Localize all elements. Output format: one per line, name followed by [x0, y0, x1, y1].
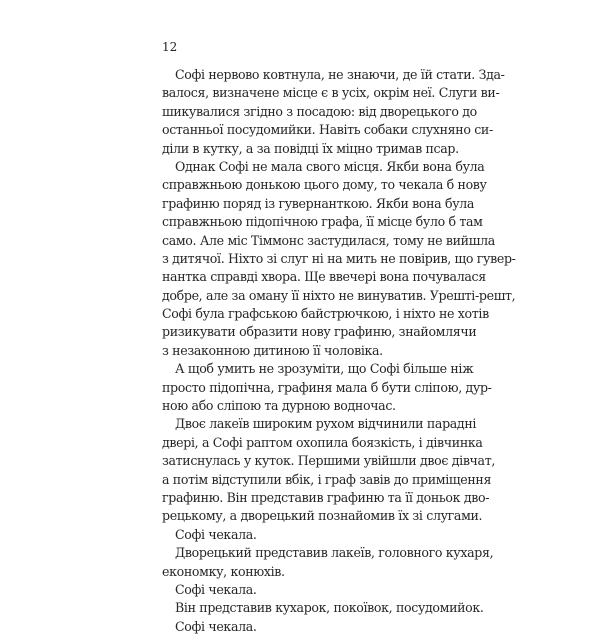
text-line: Софі чекала. [175, 618, 257, 634]
text-line: Дворецький представив лакеїв, головного кухаря, [175, 545, 494, 561]
text-line: справжньою донькою цього дому, то чекала б нову [162, 177, 487, 193]
text-line: останньої посудомийки. Навіть собаки слухняно си- [162, 122, 493, 138]
text-line: Софі нервово ковтнула, не знаючи, де їй стати. Зда- [175, 67, 505, 82]
text-line: з дитячої. Ніхто зі слуг ні на мить не повірив, що гувер- [162, 250, 516, 266]
text-line: Софі була графською байстрючкою, і ніхто не хотів [162, 306, 489, 322]
text-line: нантка справді хвора. Ще ввечері вона почувалася [162, 269, 486, 285]
text-line: двері, а Софі раптом охопила боязкість, і дівчинка [162, 434, 483, 450]
text-line: з незаконною дитиною її чоловіка. [162, 342, 383, 358]
text-line: валося, визначене місце є в усіх, окрім неї. Слуги ви- [162, 85, 500, 101]
text-line: ризикувати образити нову графиню, знайомлячи [162, 324, 477, 340]
text-line: просто підопічна, графиня мала б бути сліпою, дур- [162, 379, 492, 395]
text-line: добре, але за оману її ніхто не винуватив. Урешті-решт, [162, 287, 516, 303]
text-line: рецькому, а дворецький познайомив їх зі слугами. [162, 508, 483, 524]
text-line: А щоб умить не зрозуміти, що Софі більше ніж [175, 361, 474, 377]
text-line: а потім відступили вбік, і граф завів до приміщення [162, 471, 492, 487]
text-line: само. Але міс Тіммонс застудилася, тому не вийшла [162, 232, 495, 248]
text-line: Двоє лакеїв широким рухом відчинили парадні [175, 416, 477, 432]
text-line: Софі чекала. [175, 526, 257, 542]
text-line: справжньою підопічною графа, її місце було б там [162, 214, 483, 230]
text-line: шикувалися згідно з посадою: від дворецького до [162, 103, 477, 119]
text-line: Він представив кухарок, покоївок, посудомийок. [175, 600, 484, 616]
text-line: Однак Софі не мала свого місця. Якби вона була [175, 158, 485, 174]
text-line: затиснулась у куток. Першими увійшли двоє дівчат, [162, 453, 495, 469]
text-line: діли в кутку, а за повідці їх міцно тримав псар. [162, 140, 459, 156]
page-number: 12 [162, 40, 178, 54]
text-line: графиню поряд із гувернанткою. Якби вона була [162, 195, 475, 211]
text-line: Софі чекала. [175, 581, 257, 597]
text-line: економку, конюхів. [162, 563, 285, 579]
text-line: графиню. Він представив графиню та її доньок дво- [162, 489, 490, 505]
body-text [162, 66, 516, 636]
text-line: ною або сліпою та дурною водночас. [162, 398, 396, 414]
